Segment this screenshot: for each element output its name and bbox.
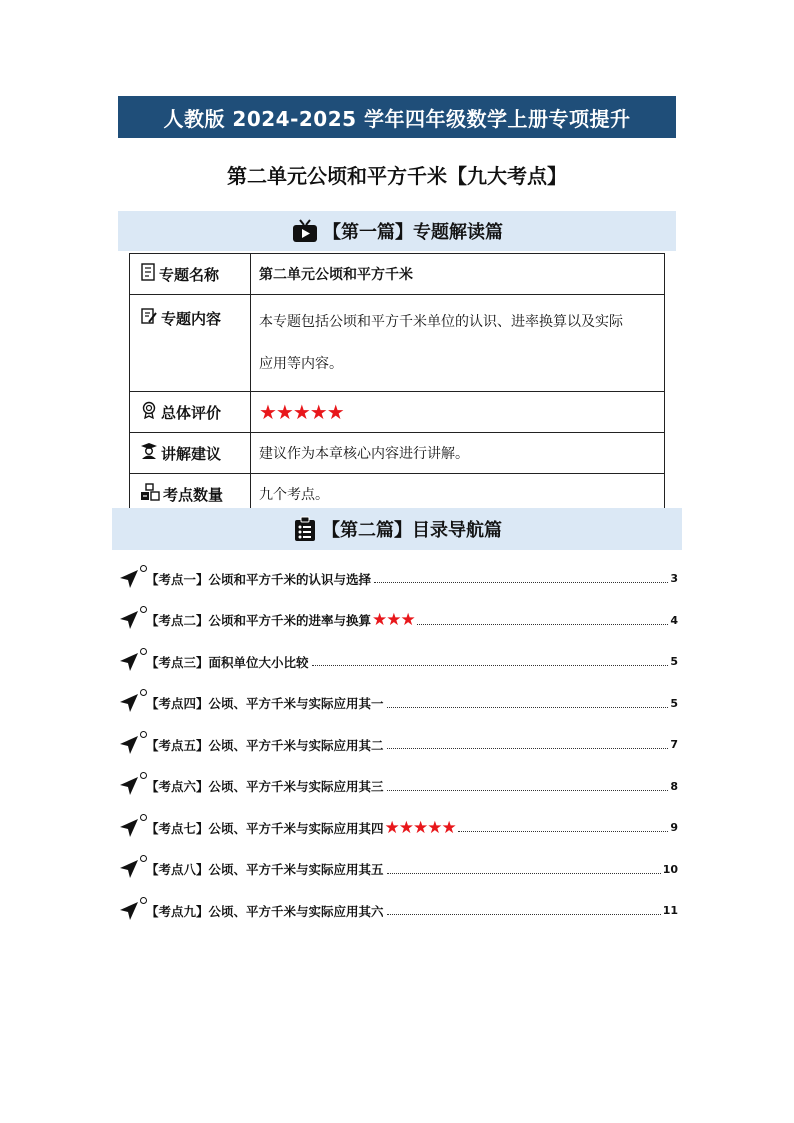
- toc-entry-title: 【考点六】公顷、平方千米与实际应用其三: [146, 779, 384, 795]
- toc-page-number: 5: [670, 655, 678, 669]
- dot-leader: [312, 665, 669, 666]
- toc-entry-title: 【考点二】公顷和平方千米的进率与换算: [146, 613, 372, 629]
- toc-entry-title: 【考点九】公顷、平方千米与实际应用其六: [146, 903, 384, 919]
- row-label: 总体评价: [161, 403, 222, 422]
- navigation-arrow-icon: [118, 897, 146, 925]
- toc-entry-title: 【考点七】公顷、平方千米与实际应用其四: [146, 820, 384, 836]
- table-row: [130, 254, 665, 295]
- table-of-contents: [118, 558, 678, 932]
- clipboard-list-icon: [292, 516, 318, 542]
- page-title: 第二单元公顷和平方千米【九大考点】: [227, 164, 567, 188]
- table-row: [130, 392, 665, 433]
- tv-play-icon: [291, 218, 319, 244]
- document-list-icon: [140, 263, 156, 285]
- navigation-arrow-icon: [118, 855, 146, 883]
- award-medal-icon: [140, 401, 158, 423]
- toc-page-number: 8: [670, 779, 678, 793]
- row-value: 第二单元公顷和平方千米: [251, 254, 665, 295]
- dot-leader: [387, 707, 669, 708]
- toc-entry[interactable]: [118, 849, 678, 891]
- dot-leader: [387, 748, 669, 749]
- navigation-arrow-icon: [118, 606, 146, 634]
- table-row: [130, 295, 665, 392]
- toc-page-number: 7: [670, 738, 678, 752]
- dot-leader: [417, 624, 669, 625]
- navigation-arrow-icon: [118, 689, 146, 717]
- toc-entry[interactable]: [118, 600, 678, 642]
- dot-leader: [374, 582, 668, 583]
- row-label: 专题内容: [161, 309, 222, 328]
- dot-leader: [387, 790, 669, 791]
- toc-page-number: 5: [670, 696, 678, 710]
- row-label: 专题名称: [159, 265, 220, 284]
- document-banner: [118, 96, 676, 138]
- toc-entry-title: 【考点五】公顷、平方千米与实际应用其二: [146, 737, 384, 753]
- toc-entry[interactable]: [118, 807, 678, 849]
- toc-entry-title: 【考点四】公顷、平方千米与实际应用其一: [146, 696, 384, 712]
- section-header-2: [112, 508, 682, 550]
- navigation-arrow-icon: [118, 731, 146, 759]
- toc-entry[interactable]: [118, 558, 678, 600]
- rating-stars: ★★★★★: [259, 400, 344, 424]
- row-label: 讲解建议: [161, 444, 222, 463]
- toc-page-number: 9: [670, 821, 678, 835]
- section-header-1: [118, 211, 676, 251]
- dot-leader: [387, 914, 661, 915]
- toc-entry[interactable]: [118, 766, 678, 808]
- navigation-arrow-icon: [118, 814, 146, 842]
- row-value: 九个考点。: [251, 474, 665, 515]
- row-label: 考点数量: [163, 485, 224, 504]
- navigation-arrow-icon: [118, 648, 146, 676]
- toc-page-number: 11: [662, 904, 678, 918]
- edit-note-icon: [140, 307, 158, 329]
- toc-entry[interactable]: [118, 724, 678, 766]
- toc-page-number: 4: [670, 613, 678, 627]
- toc-entry-title: 【考点八】公顷、平方千米与实际应用其五: [146, 862, 384, 878]
- row-value: 建议作为本章核心内容进行讲解。: [251, 433, 665, 474]
- navigation-arrow-icon: [118, 772, 146, 800]
- toc-entry-stars: ★★★: [372, 610, 415, 631]
- dot-leader: [458, 831, 669, 832]
- navigation-arrow-icon: [118, 565, 146, 593]
- teacher-icon: [140, 442, 158, 464]
- dot-leader: [387, 873, 661, 874]
- toc-entry[interactable]: [118, 683, 678, 725]
- table-row: [130, 433, 665, 474]
- topic-info-table: [129, 253, 665, 515]
- value-line: 本专题包括公顷和平方千米单位的认识、进率换算以及实际: [259, 314, 623, 330]
- toc-entry[interactable]: [118, 890, 678, 932]
- toc-page-number: 3: [670, 572, 678, 586]
- toc-entry[interactable]: [118, 641, 678, 683]
- toc-entry-stars: ★★★★★: [384, 817, 456, 838]
- value-line: 应用等内容。: [259, 356, 343, 372]
- toc-entry-title: 【考点一】公顷和平方千米的认识与选择: [146, 571, 372, 587]
- toc-entry-title: 【考点三】面积单位大小比较: [146, 654, 309, 670]
- banner-title: 人教版 2024-2025 学年四年级数学上册专项提升: [163, 106, 631, 131]
- section-title: 【第二篇】目录导航篇: [322, 520, 502, 541]
- section-title: 【第一篇】专题解读篇: [323, 222, 503, 243]
- toc-page-number: 10: [662, 862, 678, 876]
- row-value: [251, 295, 665, 392]
- blocks-icon: [140, 483, 160, 505]
